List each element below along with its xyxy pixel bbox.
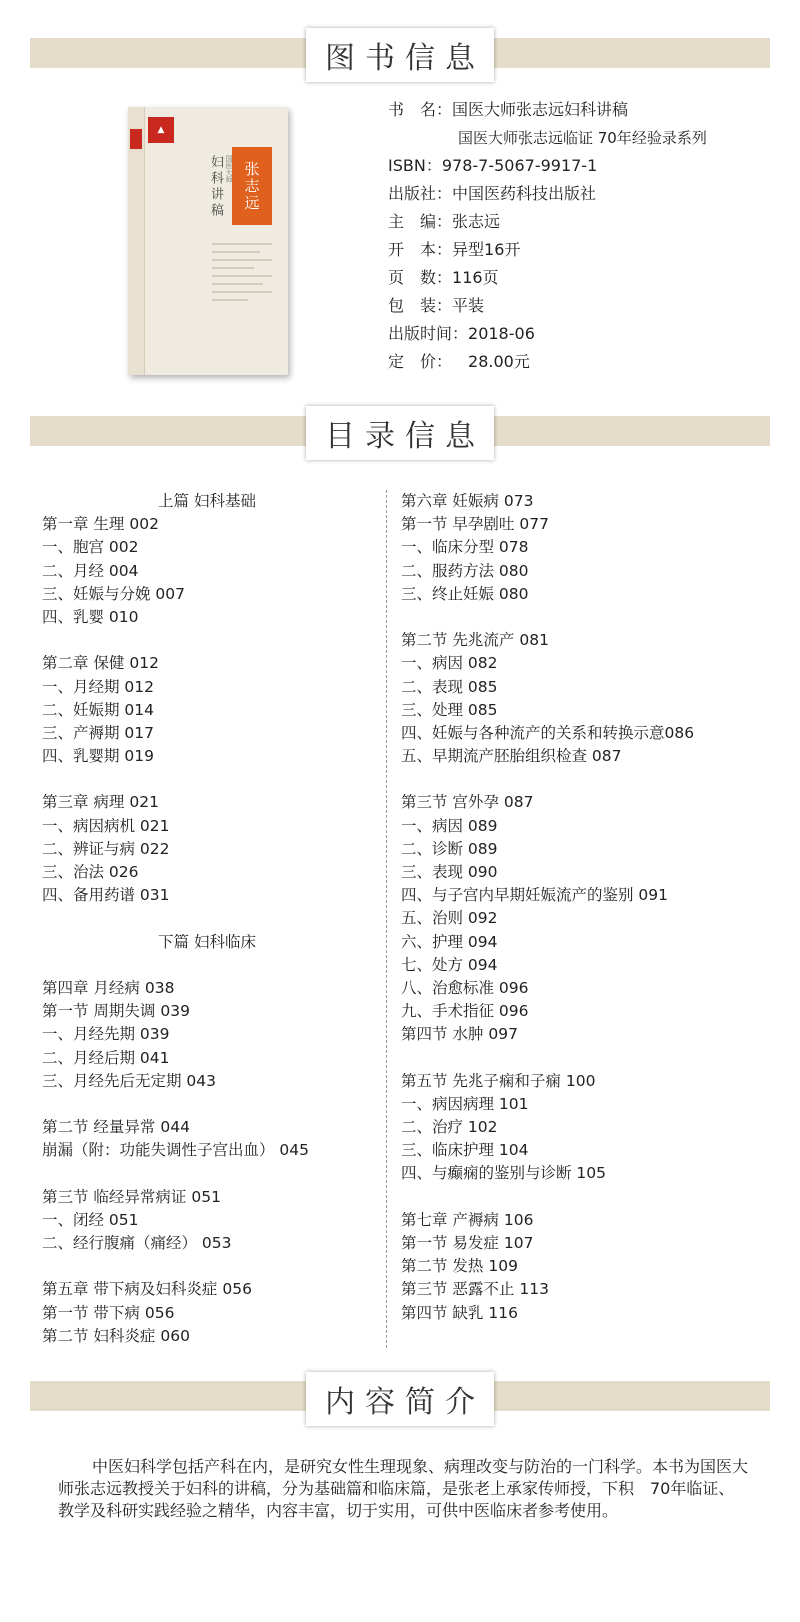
cover-author-box: 张志远	[232, 147, 272, 225]
toc-entry: 二、妊娠期 014	[42, 700, 155, 719]
book-info-row	[388, 236, 707, 264]
summary-text: 中医妇科学包括产科在内，是研究女性生理现象、病理改变与防治的一门科学。本书为国医大师张志远教授关于妇科的讲稿，分为基础篇和临床篇，是张老上承家传师授，下积 70年临证、教学及科研实践经验之精华，内容丰富，切于实用，可供中医临床者参考使用。	[58, 1457, 749, 1520]
section-title-book-info: 图书信息	[306, 28, 494, 82]
toc-entry: 第六章 妊娠病 073	[401, 492, 534, 510]
toc-entry: 五、治则 092	[401, 909, 498, 928]
toc-entry: 第二节 发热 109	[401, 1257, 518, 1276]
toc-entry: 第二节 妇科炎症 060	[42, 1326, 190, 1345]
book-info-row	[388, 320, 707, 348]
book-info-row	[388, 180, 707, 208]
toc-left-column	[42, 490, 372, 1348]
toc-entry: 二、服药方法 080	[401, 561, 529, 580]
toc-entry: 四、乳婴 010	[42, 607, 139, 626]
toc-entry: 八、治愈标准 096	[401, 978, 529, 997]
book-info-row	[388, 124, 707, 152]
toc-entry: 四、与癫痫的鉴别与诊断 105	[401, 1164, 607, 1183]
book-info-value: 28.00元	[452, 352, 530, 371]
book-info-value: 平装	[452, 296, 485, 315]
toc-entry: 一、临床分型 078	[401, 538, 529, 557]
book-info-label: 书 名：	[388, 100, 453, 119]
toc-spacer	[401, 606, 781, 629]
toc-entry: 第五节 先兆子痫和子痫 100	[401, 1071, 596, 1090]
toc-right-column	[401, 490, 781, 1325]
toc-entry: 二、表现 085	[401, 677, 498, 696]
toc-entry: 一、月经期 012	[42, 677, 155, 696]
toc-spacer	[42, 768, 372, 791]
toc-spacer	[42, 954, 372, 977]
toc-spacer	[42, 1093, 372, 1116]
toc-entry: 二、诊断 089	[401, 839, 498, 858]
book-info-value: 张志远	[452, 212, 501, 231]
toc-entry: 三、处理 085	[401, 700, 498, 719]
book-info-label: 定 价：	[388, 352, 453, 371]
toc-entry: 第四章 月经病 038	[42, 978, 175, 997]
toc-entry: 三、妊娠与分娩 007	[42, 584, 186, 603]
book-info-value: 116页	[452, 268, 499, 287]
toc-divider	[386, 490, 387, 1348]
toc-entry: 五、早期流产胚胎组织检查 087	[401, 747, 622, 766]
toc-spacer	[401, 768, 781, 791]
toc-entry: 第一节 易发症 107	[401, 1234, 534, 1252]
toc-spacer	[42, 907, 372, 930]
toc-entry: 二、月经后期 041	[42, 1048, 170, 1067]
toc-entry: 二、经行腹痛（痛经） 053	[42, 1234, 232, 1252]
toc-entry: 一、月经先期 039	[42, 1025, 170, 1044]
toc-entry: 四、乳婴期 019	[42, 747, 155, 766]
toc-entry: 第二章 保健 012	[42, 654, 159, 673]
toc-entry: 三、表现 090	[401, 863, 498, 881]
toc-entry: 四、与子宫内早期妊娠流产的鉴别 091	[401, 886, 669, 905]
book-info-value: 国医大师张志远妇科讲稿	[452, 100, 629, 119]
toc-entry: 第三节 宫外孕 087	[401, 793, 534, 812]
cover-subtitle: 妇科讲稿	[208, 155, 223, 219]
toc-entry: 第四节 缺乳 116	[401, 1303, 518, 1322]
toc-entry: 一、病因 089	[401, 816, 498, 835]
toc-entry: 二、辨证与病 022	[42, 839, 170, 858]
toc-entry: 第一节 早孕剧吐 077	[401, 515, 549, 534]
book-info-label: 出版社：	[388, 184, 453, 203]
toc-entry: 三、终止妊娠 080	[401, 584, 529, 603]
toc-entry: 二、治疗 102	[401, 1118, 498, 1137]
book-info-value: 异型16开	[452, 240, 521, 259]
toc-entry: 上篇 妇科基础	[158, 492, 256, 510]
book-info-label: ISBN：	[388, 156, 442, 175]
book-info-label: 页 数：	[388, 268, 453, 287]
toc-entry: 四、备用药谱 031	[42, 886, 170, 905]
toc-entry: 一、病因 082	[401, 654, 498, 673]
book-info-row	[388, 96, 707, 124]
publisher-logo-icon: ▲	[148, 117, 174, 143]
toc-entry: 崩漏（附：功能失调性子宫出血） 045	[42, 1141, 310, 1160]
toc-entry: 六、护理 094	[401, 932, 498, 951]
book-info-value: 国医大师张志远临证 70年经验录系列	[458, 129, 707, 147]
book-info-value: 978-7-5067-9917-1	[441, 156, 598, 175]
book-info-value: 中国医药科技出版社	[452, 184, 597, 203]
toc-entry: 第一节 周期失调 039	[42, 1002, 190, 1021]
toc-entry: 一、病因病机 021	[42, 816, 170, 835]
toc-entry: 四、妊娠与各种流产的关系和转换示意086	[401, 723, 695, 742]
cover-series: 国医大师	[225, 155, 233, 183]
book-info-row	[388, 208, 707, 236]
book-info-table	[388, 96, 707, 376]
toc-entry: 九、手术指征 096	[401, 1002, 529, 1021]
toc-entry: 第一节 带下病 056	[42, 1303, 175, 1322]
toc-entry: 三、临床护理 104	[401, 1141, 529, 1160]
book-cover-image	[128, 107, 288, 375]
book-info-label: 开 本：	[388, 240, 453, 259]
toc-entry: 三、治法 026	[42, 863, 139, 881]
section-title-toc: 目录信息	[306, 406, 494, 460]
toc-entry: 一、闭经 051	[42, 1210, 139, 1229]
toc-spacer	[42, 1255, 372, 1278]
book-info-row	[388, 292, 707, 320]
toc-entry: 三、月经先后无定期 043	[42, 1071, 217, 1090]
toc-entry: 第五章 带下病及妇科炎症 056	[42, 1280, 252, 1299]
toc-entry: 一、胞宫 002	[42, 538, 139, 557]
toc-spacer	[401, 1186, 781, 1209]
book-info-label: 出版时间：	[388, 324, 469, 343]
toc-entry: 第七章 产褥病 106	[401, 1210, 534, 1229]
toc-entry: 第三章 病理 021	[42, 793, 159, 812]
toc-entry: 下篇 妇科临床	[158, 932, 256, 951]
toc-spacer	[42, 1162, 372, 1185]
book-info-value: 2018-06	[468, 324, 535, 343]
section-title-summary: 内容简介	[306, 1372, 494, 1426]
toc-entry: 七、处方 094	[401, 955, 498, 974]
toc-entry: 二、月经 004	[42, 561, 139, 580]
toc-entry: 第三节 恶露不止 113	[401, 1280, 549, 1299]
toc-entry: 第二节 先兆流产 081	[401, 631, 549, 650]
book-info-row	[388, 152, 707, 180]
book-info-row	[388, 348, 707, 376]
toc-entry: 第二节 经量异常 044	[42, 1118, 190, 1137]
book-info-label: 包 装：	[388, 296, 453, 315]
toc-spacer	[401, 1047, 781, 1070]
book-info-label: 主 编：	[388, 212, 453, 231]
toc-entry: 第三节 临经异常病证 051	[42, 1187, 221, 1206]
toc-entry: 一、病因病理 101	[401, 1094, 529, 1113]
toc-entry: 三、产褥期 017	[42, 723, 155, 742]
toc-entry: 第一章 生理 002	[42, 515, 159, 534]
toc-entry: 第四节 水肿 097	[401, 1025, 518, 1044]
toc-spacer	[42, 629, 372, 652]
book-info-row	[388, 264, 707, 292]
